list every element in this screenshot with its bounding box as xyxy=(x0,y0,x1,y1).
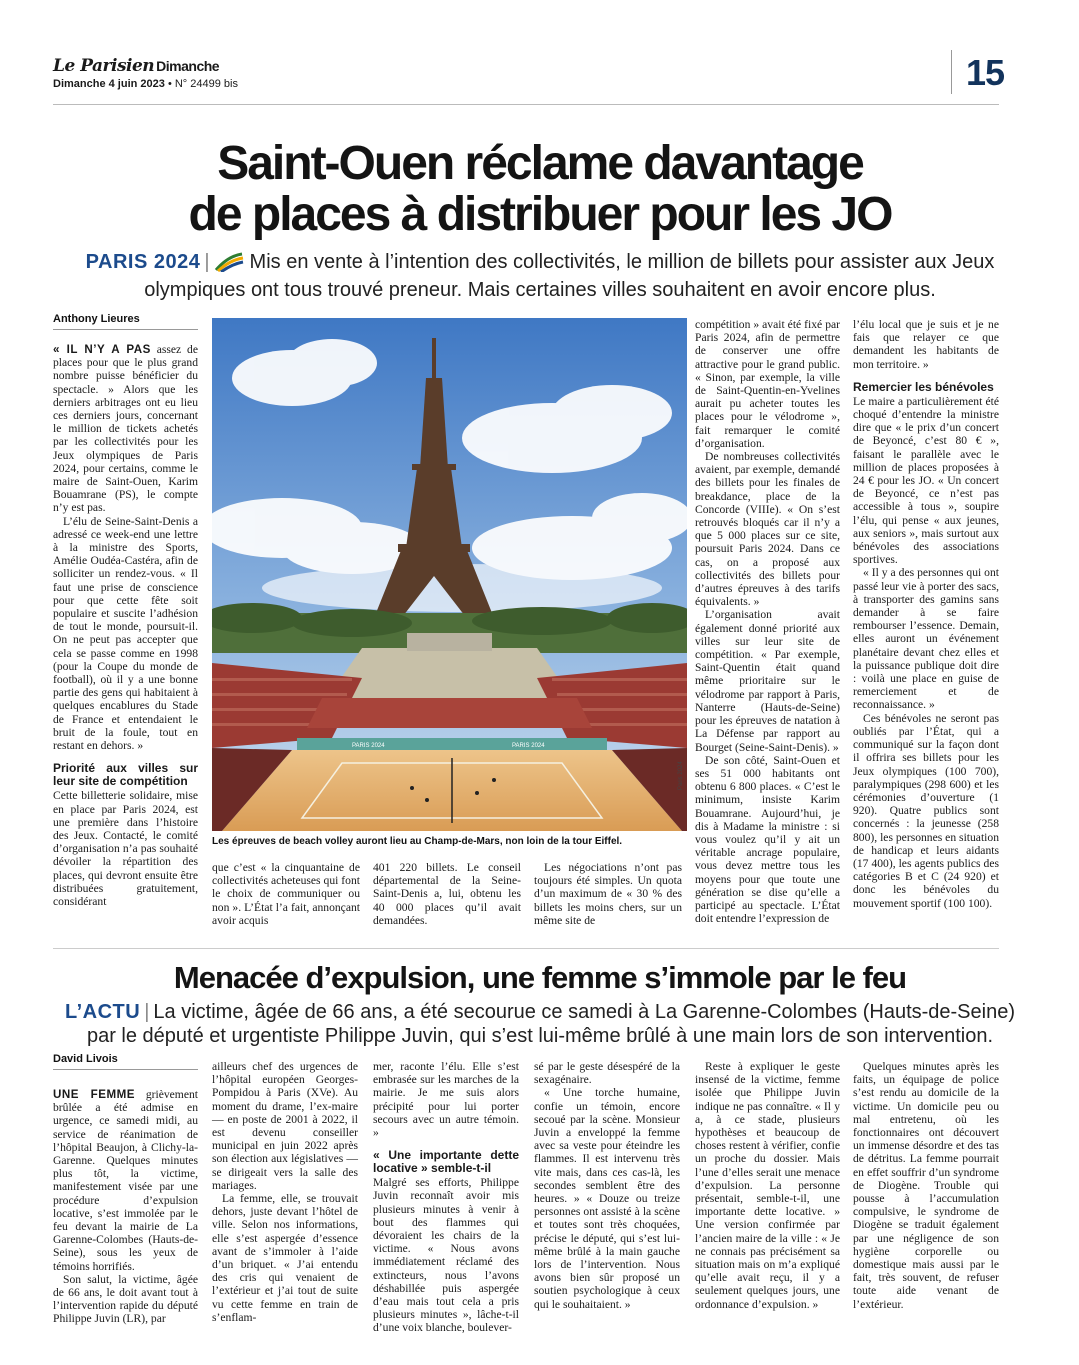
newspaper-logo: Le Parisien Dimanche xyxy=(53,56,220,76)
paragraph: Ces bénévoles ne seront pas oubliés par l’État, qui a communiqué sur la façon dont il offrira ses billets pour les Jeux olympiques (100 700), paralympiques (298 600) et les cérémonies d’ouverture (1 920). Quatre publics sont concernés : la jeunesse (258 800), les personnes en situation de handicap et leurs aidants (17 400), les agents publics des catégories B et C (24 920) et donc les bénévoles du mouvement sportif (100 100). xyxy=(853,711,999,910)
article2-byline: David Livois xyxy=(53,1053,198,1070)
page-number: 15 xyxy=(966,52,1005,93)
paragraph: De son côté, Saint-Ouen et ses 51 000 habitants ont obtenu 6 800 places. « C’est le minimum, insiste Karim Bouamrane. Aujourd’hui, je dis à Madame la ministre : si vous voulez qu’il y ait un véritable ancrage populaire, vous devez mettre tous les moyens pour que toute une génération se dise qu’elle a participé au spectacle. L’État doit entendre l’expression de xyxy=(695,753,840,926)
dateline: Dimanche 4 juin 2023 • N° 24499 bis xyxy=(53,78,238,90)
headline-line1: Saint-Ouen réclame davantage xyxy=(217,137,863,190)
article2-column2 xyxy=(212,1060,358,1324)
paragraph: ailleurs chef des urgences de l’hôpital européen Georges-Pompidou à Paris (XVe). Au moment du drame, l’ex-maire — en poste de 2001 à 2022, il est devenu conseiller municipal en juin 2022 après son élection aux législatives — se dirigeait vers la salle des mariages. xyxy=(212,1060,358,1192)
article1-column6 xyxy=(853,318,999,910)
lead-words: UNE FEMME xyxy=(53,1088,135,1101)
rubric-separator: | xyxy=(144,1001,150,1023)
article2-column3 xyxy=(373,1060,519,1335)
article-photo-eiffel-beach-volley xyxy=(212,318,687,831)
masthead xyxy=(53,56,238,90)
paragraph: que c’est « la cinquantaine de collectivités acheteuses qui font le choix de communiquer ou non ». L’État l’a fait, annonçant avoir acquis xyxy=(212,861,360,927)
deck-text: Mis en vente à l’intention des collectivités, le million de billets pour assister aux Jeux olympiques ont tous trouvé preneur. Mais certaines villes souhaitent en avoir encore plus. xyxy=(144,251,995,301)
paragraph: l’élu local que je suis et je ne fais que relayer ce que demandent les habitants de mon territoire. » xyxy=(853,318,999,371)
article2-column4 xyxy=(534,1060,680,1311)
paragraph: Malgré ses efforts, Philippe Juvin reconnaît avoir mis plusieurs minutes à venir à bout des flammes qui dévoraient les chairs de la victime. « Nous avons immédiatement réclamé des extincteurs, nous l’avons déshabillée puis aspergée d’eau mais tout cela a pris plusieurs minutes », lâche-t-il d’une voix blanche, boulever- xyxy=(373,1176,519,1335)
rubric-lactu: L’ACTU xyxy=(64,1001,141,1023)
banner-strip xyxy=(297,738,607,750)
article1-byline: Anthony Lieures xyxy=(53,313,198,330)
article1-column5 xyxy=(695,318,840,925)
article2-column6 xyxy=(853,1060,999,1311)
paragraph: « Une torche humaine, confie un témoin, encore secoué par la scène. Monsieur Juvin a enveloppé la femme avec sa veste pour éteindre les flammes. Il est intervenu très vite mais, dans ces cas-là, les secondes semblent être des heures. » « Douze ou treize personnes ont assisté à la scène et toutes sont très choquées, précise le député, qui s’est lui-même brûlé à la main gauche lors de l’intervention. Nous avons bien sûr proposé un soutien psychologique à ceux qui le souhaitaient. » xyxy=(534,1086,680,1311)
subhead-benevoles: Remercier les bénévoles xyxy=(853,379,994,394)
photo-credit: Paris 2024 xyxy=(678,761,684,790)
article2-column1 xyxy=(53,1088,198,1326)
article1-column4 xyxy=(534,861,682,927)
article1-column3 xyxy=(373,861,521,927)
header-rule xyxy=(53,104,999,105)
paragraph: Les négociations n’ont pas toujours été simples. Un quota d’un maximum de « 30 % des billets les moins chers, sur un même site de xyxy=(534,861,682,927)
article2-deck xyxy=(60,1000,1020,1048)
banner-text: PARIS 2024 xyxy=(352,743,385,749)
paragraph: 401 220 billets. Le conseil départemental de la Seine-Saint-Denis a, lui, obtenu les 40 000 places qu’il avait demandées. xyxy=(373,861,521,927)
photo-caption: Les épreuves de beach volley auront lieu au Champ-de-Mars, non loin de la tour Eiffel. xyxy=(212,836,623,847)
deck-text: La victime, âgée de 66 ans, a été secourue ce samedi à La Garenne-Colombes (Hauts-de-Seine) par le député et urgentiste Philippe Juvin, qui s’est lui-même brûlé à une main lors de son intervention. xyxy=(86,1001,1015,1047)
paragraph: compétition » avait été fixé par Paris 2024, afin de permettre de conserver une offre attractive pour le grand public. « Sinon, par exemple, la ville de Saint-Quentin-en-Yvelines aurait pu acheter toutes les places pour le vélodrome », fait remarquer le comité d’organisation. xyxy=(695,318,840,450)
lead-words: « IL N’Y A PAS xyxy=(53,343,151,356)
subhead-dette-locative: « Une importante dette locative » semble-t-il xyxy=(373,1148,519,1176)
paragraph: La femme, elle, se trouvait dehors, juste devant l’hôtel de ville. Selon nos informations, elle s’est aspergée d’essence avant de s’immoler à l’aide d’un briquet. « J’ai entendu des cris qui venaient de l’extérieur et j’ai tout de suite vu cette femme en train de s’enflam- xyxy=(212,1192,358,1324)
paragraph: De nombreuses collectivités avaient, par exemple, demandé des billets pour les finales de breakdance, place de la Concorde (VIIIe). « On s’est retrouvés bloqués car il n’y a que 5 000 places sur ce site, poursuit Paris 2024. Dans ce cas, on a proposé aux collectivités des billets pour d’autres épreuves à des tarifs équivalents. » xyxy=(695,450,840,609)
paragraph: UNE FEMME grièvement brûlée a été admise en urgence, ce samedi midi, au service de réanimation de l’hôpital Beaujon, à Clichy-la-Garenne. Quelques minutes plus tôt, la victime, manifestement visée par une procédure d’expulsion locative, s’est immolée par le feu devant la mairie de La Garenne-Colombes (Hauts-de-Seine), sous les yeux de témoins horrifiés. xyxy=(53,1088,198,1273)
rubric-paris-2024: PARIS 2024 xyxy=(85,251,201,273)
paragraph: Le maire a particulièrement été choqué d’entendre la ministre dire que « le prix d’un concert de Beyoncé, c’est 80 € », faisant le parallèle avec le million de places proposées à 24 € pour les JO. « Un concert de Beyoncé, ce n’est pas accessible à tous », soupire l’élu, qui pense « aux jeunes, aux seniors », mais surtout aux bénévoles des associations sportives. xyxy=(853,394,999,567)
article1-column2 xyxy=(212,861,360,927)
olympic-stripes-icon xyxy=(214,252,244,278)
edition-name: Dimanche xyxy=(156,58,220,74)
article1-headline xyxy=(40,138,1040,240)
paragraph: « IL N’Y A PAS assez de places pour que le plus grand nombre puisse bénéficier du spectacle. » Alors que les derniers arbitrages ont eu lieu ces derniers jours, concernant le million de tickets achetés par les collectivités pour les Jeux olympiques de Paris 2024, pour certains, comme le maire de Saint-Ouen, Karim Bouamrane (PS), le compte n’y est pas. xyxy=(53,343,198,515)
paragraph: Reste à expliquer le geste insensé de la victime, femme isolée que Philippe Juvin indique ne pas connaître. « Il y a, à ce stade, plusieurs hypothèses et beaucoup de choses restent à vérifier, confie un proche du dossier. Mais l’une d’elles serait une menace d’expulsion. La personne présentait, semble-t-il, une importante dette locative. » Une version confirmée par l’ancien maire de la ville : « Je ne connais pas précisément sa situation mais on m’a expliqué qu’elle avait reçu, il y a seulement quelques jours, une ordonnance d’expulsion. » xyxy=(695,1060,840,1311)
section-divider xyxy=(53,948,999,949)
page-number-divider xyxy=(951,50,952,94)
article1-column1 xyxy=(53,343,198,908)
banner-text: PARIS 2024 xyxy=(512,743,545,749)
subhead-priorite: Priorité aux villes sur leur site de compétition xyxy=(53,761,198,789)
paragraph: sé par le geste désespéré de la sexagénaire. xyxy=(534,1060,680,1087)
paragraph: Quelques minutes après les faits, un équipage de police s’est rendu au domicile de la victime. Un domicile peu ou mal entretenu, où les fonctionnaires ont découvert un immense désordre et des tas de détritus. La femme pourrait en effet souffrir d’un syndrome de Diogène. Trouble qui pousse à l’accumulation compulsive, le syndrome de Diogène se traduit également par une négligence de son hygiène corporelle ou domestique mais aussi par le fait, très souvent, de refuser toute aide venant de l’extérieur. xyxy=(853,1060,999,1311)
issue-number: N° 24499 bis xyxy=(174,78,238,90)
rubric-separator: | xyxy=(204,251,210,273)
article1-deck xyxy=(60,250,1020,302)
paragraph: « Il y a des personnes qui ont passé leur vie à porter des sacs, à transporter des gamins sans demander à se faire rembourser l’essence. Demain, elles auront un événement planétaire devant chez elles et la puissance publique doit dire : voilà une place en guise de remerciement et de reconnaissance. » xyxy=(853,566,999,712)
paragraph: Cette billetterie solidaire, mise en place par Paris 2024, est une première dans l’histoire des Jeux. Contacté, le comité d’organisation n’a pas souhaité dévoiler la répartition des places, qui devront ensuite être distribuées gratuitement, considérant xyxy=(53,789,198,908)
paragraph: mer, raconte l’élu. Elle s’est embrasée sur les marches de la mairie. Je me suis alors précipité pour lui porter secours avec un autre témoin. » xyxy=(373,1060,519,1140)
paragraph: Son salut, la victime, âgée de 66 ans, le doit avant tout à l’intervention rapide du député Philippe Juvin (LR), par xyxy=(53,1272,198,1326)
paragraph: L’organisation avait également donné priorité aux villes sur leur site de compétition. « Par exemple, Saint-Quentin était quand même prioritaire sur le vélodrome par rapport à Paris, Nanterre (Hauts-de-Seine) pour les épreuves de natation à La Défense par rapport au Bourget (Seine-Saint-Denis). » xyxy=(695,608,840,754)
issue-date: Dimanche 4 juin 2023 xyxy=(53,78,165,90)
article2-column5 xyxy=(695,1060,840,1311)
article2-headline: Menacée d’expulsion, une femme s’immole par le feu xyxy=(173,960,907,995)
headline-line2: de places à distribuer pour les JO xyxy=(188,188,892,241)
paragraph: L’élu de Seine-Saint-Denis a adressé ce week-end une lettre à la ministre des Sports, Amélie Oudéa-Castéra, afin de solliciter un rendez-vous. « Il faut une prise de conscience pour que cette fête soit populaire et suscite l’adhésion de tout le monde, poursuit-il. On ne peut pas accepter que cela se passe comme en 1998 (pour la Coupe du monde de football), où il y a une bonne partie des gens qui habitaient à quelques encablures du Stade de France et entendaient le bruit de la foule, tout en restant en dehors. » xyxy=(53,514,198,753)
